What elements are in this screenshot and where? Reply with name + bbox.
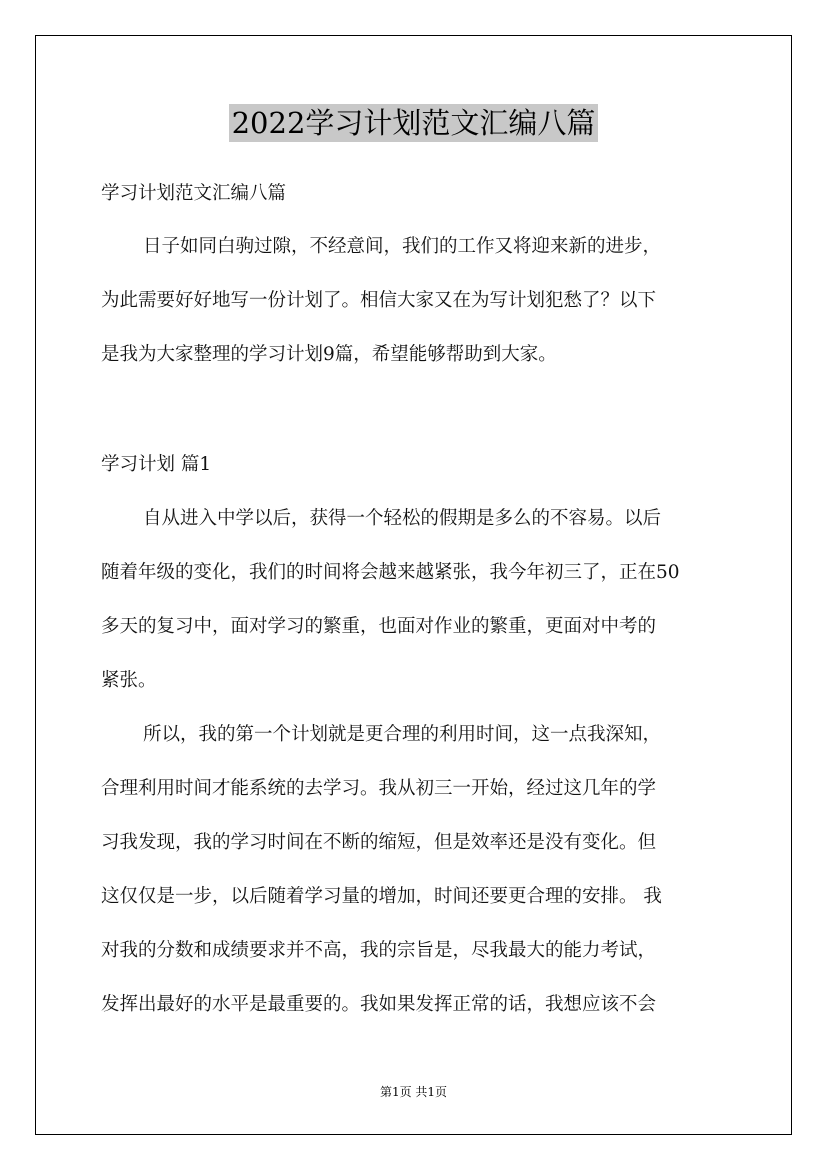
paragraph-line: 随着年级的变化，我们的时间将会越来越紧张，我今年初三了，正在50 [101,562,680,583]
paragraph-line: 多天的复习中，面对学习的繁重，也面对作业的繁重，更面对中考的 [101,616,657,637]
document-title: 2022学习计划范文汇编八篇 [229,104,599,142]
page-footer: 第1页 共1页 [379,1085,448,1099]
intro-line: 是我为大家整理的学习计划9篇，希望能够帮助到大家。 [101,344,557,365]
paragraph-line: 所以，我的第一个计划就是更合理的利用时间，这一点我深知， [143,724,662,745]
intro-line: 为此需要好好地写一份计划了。相信大家又在为写计划犯愁了？以下 [101,290,657,311]
paragraph-line: 紧张。 [101,670,157,691]
paragraph-line: 对我的分数和成绩要求并不高，我的宗旨是，尽我最大的能力考试， [101,940,657,961]
paragraph-line: 自从进入中学以后，获得一个轻松的假期是多么的不容易。以后 [143,508,662,529]
paragraph-line: 合理利用时间才能系统的去学习。我从初三一开始，经过这几年的学 [101,778,657,799]
title-container [0,104,827,142]
subtitle: 学习计划范文汇编八篇 [101,183,287,204]
intro-line: 日子如同白驹过隙，不经意间，我们的工作又将迎来新的进步， [143,236,662,257]
paragraph-line: 习我发现，我的学习时间在不断的缩短，但是效率还是没有变化。但 [101,832,657,853]
paragraph-line: 发挥出最好的水平是最重要的。我如果发挥正常的话，我想应该不会 [101,994,657,1015]
paragraph-line: 这仅仅是一步，以后随着学习量的增加，时间还要更合理的安排。 我 [101,886,662,907]
section-heading: 学习计划 篇1 [101,454,212,475]
